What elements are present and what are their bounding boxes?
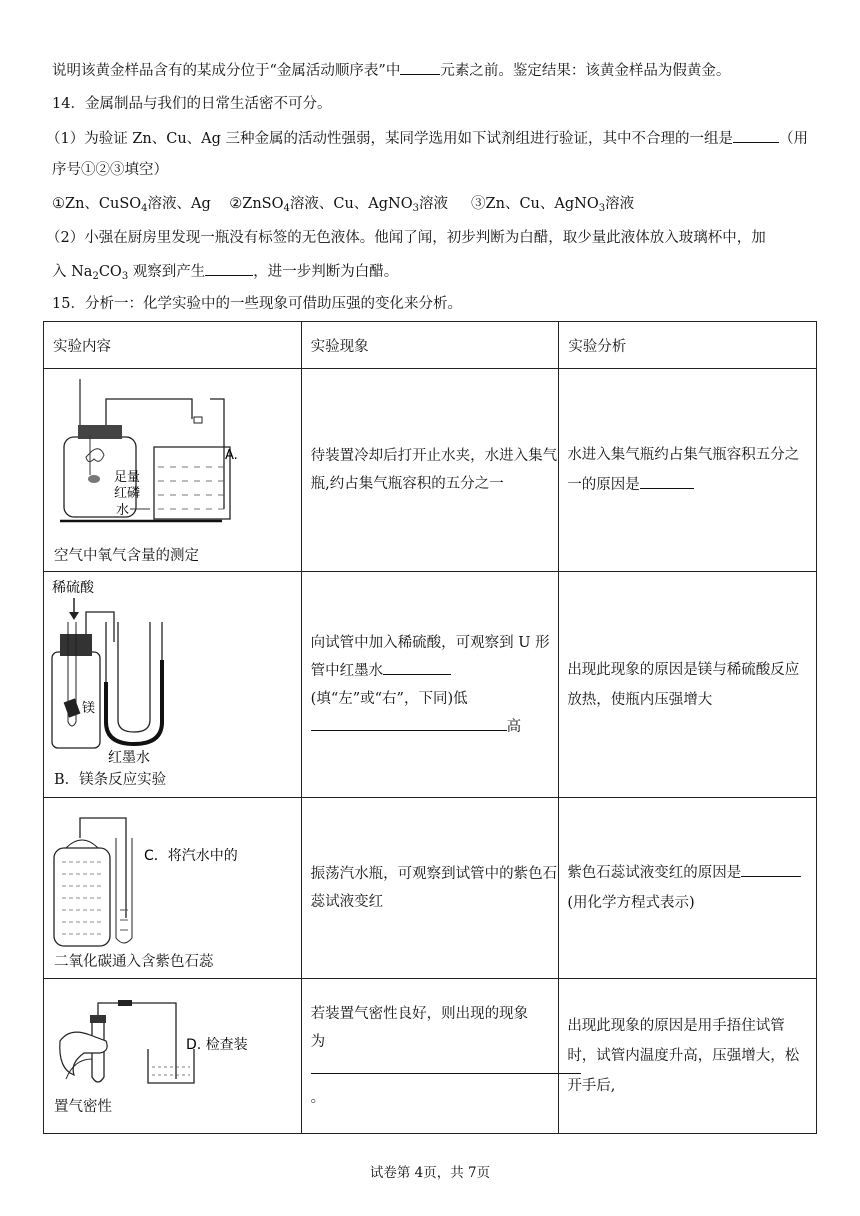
magnesium-reaction-apparatus-figure: [44, 572, 260, 798]
answer-blank[interactable]: [311, 714, 507, 731]
figure-label-red-ink: 红墨水: [108, 750, 150, 766]
question-14-part1: （1）为验证 Zn、Cu、Ag 三种金属的活动性强弱，某同学选用如下试剂组进行验证，其中不合理的一组是 （用: [46, 126, 820, 151]
experiment-a-caption: 空气中氧气含量的测定: [54, 548, 199, 564]
experiment-b-caption: B．镁条反应实验: [54, 772, 167, 788]
question-14-title: 14．金属制品与我们的日常生活密不可分。: [52, 96, 332, 112]
figure-tag-d: D. 检查装: [186, 1037, 248, 1053]
experiment-d-phenomenon: 若装置气密性良好，则出现的现象 为。: [301, 979, 559, 1134]
answer-blank[interactable]: [400, 58, 440, 75]
experiment-a-analysis: 水进入集气瓶约占集气瓶容积五分之一的原因是: [559, 369, 817, 572]
figure-tag-c: C．将汽水中的: [144, 848, 238, 864]
answer-blank[interactable]: [311, 1057, 581, 1074]
figure-label-magnesium: 镁: [82, 701, 96, 716]
experiment-d-caption: 置气密性: [54, 1099, 112, 1115]
experiment-c-caption: 二氧化碳通入含紫色石蕊: [54, 954, 214, 970]
experiment-d-cell: [44, 979, 302, 1134]
table-row: [44, 572, 817, 798]
figure-label-dilute-sulfuric-acid: 稀硫酸: [52, 580, 94, 596]
table-row: [44, 369, 817, 572]
experiment-table: [43, 321, 817, 1134]
answer-blank[interactable]: [741, 860, 801, 877]
experiment-d-analysis: 出现此现象的原因是用手捂住试管时，试管内温度升高，压强增大，松开手后,: [559, 979, 817, 1134]
text-line-1: 说明该黄金样品含有的某成分位于“金属活动顺序表”中 元素之前。鉴定结果：该黄金样品为假黄金。: [52, 58, 820, 83]
experiment-c-phenomenon: 振荡汽水瓶，可观察到试管中的紫色石蕊试液变红: [301, 798, 559, 979]
question-14-part2-cont: 入 $Na_2CO_3$ 观察到产生 ，进一步判断为白醋。: [52, 259, 820, 289]
figure-label-red-phosphorus-amount: 足量: [114, 470, 141, 485]
page-footer: 试卷第 4页，共 7页: [369, 1165, 491, 1181]
oxygen-measurement-apparatus-figure: [44, 369, 260, 572]
figure-label-red-phosphorus: 红磷: [114, 486, 141, 501]
answer-blank[interactable]: [383, 658, 451, 675]
options-line: ①Zn、CuSO$_4$溶液、Ag ②ZnSO$_4$溶液、Cu、AgNO$_3$溶液 ③Zn、Cu、AgNO$_3$溶液: [52, 196, 635, 214]
experiment-a-cell: [44, 369, 302, 572]
question-14-part1-cont: 序号①②③填空）: [52, 162, 168, 178]
answer-blank[interactable]: [205, 259, 253, 276]
figure-tag-a: A.: [225, 448, 238, 463]
experiment-b-phenomenon: 向试管中加入稀硫酸，可观察到 U 形管中红墨水 (填“左”或“右”，下同)低高: [301, 572, 559, 798]
header-content: 实验内容: [44, 322, 302, 369]
header-analysis: 实验分析: [559, 322, 817, 369]
table-header-row: [44, 322, 817, 369]
experiment-b-analysis: 出现此现象的原因是镁与稀硫酸反应放热，使瓶内压强增大: [559, 572, 817, 798]
header-phenomenon: 实验现象: [301, 322, 559, 369]
question-15-title: 15．分析一：化学实验中的一些现象可借助压强的变化来分析。: [52, 296, 462, 312]
experiment-a-phenomenon: 待装置冷却后打开止水夹，水进入集气瓶,约占集气瓶容积的五分之一: [301, 369, 559, 572]
experiment-c-analysis: 紫色石蕊试液变红的原因是(用化学方程式表示): [559, 798, 817, 979]
experiment-c-cell: [44, 798, 302, 979]
answer-blank[interactable]: [640, 472, 694, 489]
table-row: [44, 798, 817, 979]
experiment-b-cell: [44, 572, 302, 798]
answer-blank[interactable]: [733, 126, 779, 143]
question-14-part2: （2）小强在厨房里发现一瓶没有标签的无色液体。他闻了闻，初步判断为白醋，取少量此液体放入玻璃杯中，加: [46, 230, 766, 246]
table-row: [44, 979, 817, 1134]
figure-label-water: 水: [116, 503, 130, 518]
